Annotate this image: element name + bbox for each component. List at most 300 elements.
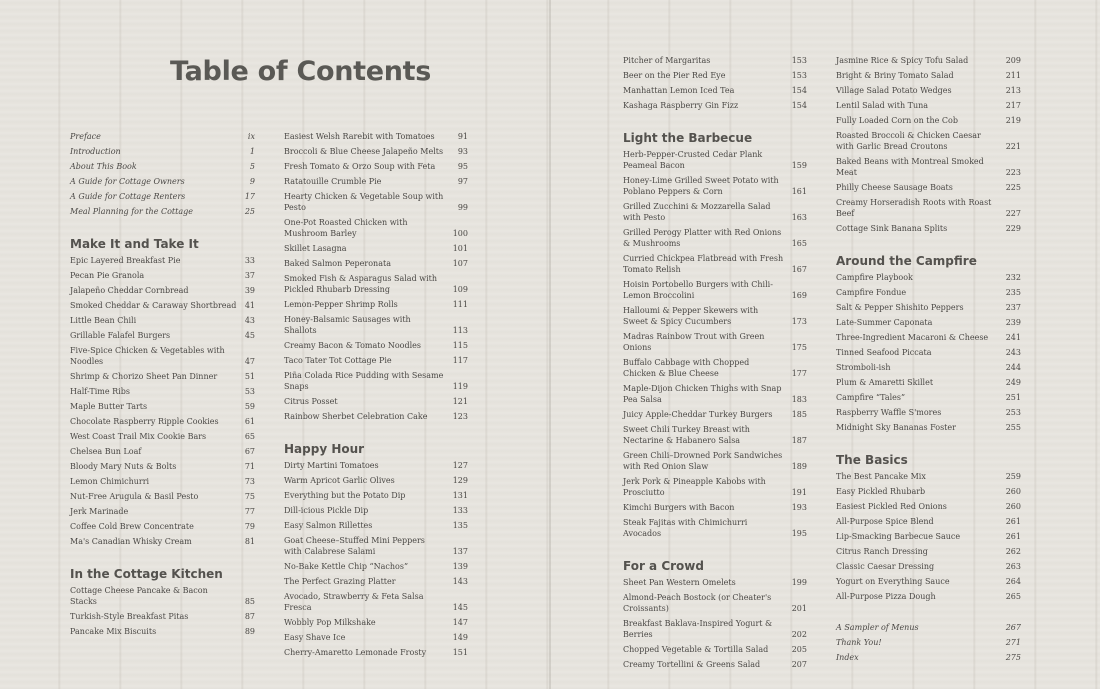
toc-entry[interactable]	[623, 253, 807, 275]
toc-entry[interactable]	[284, 314, 468, 336]
toc-entry[interactable]	[284, 591, 468, 613]
toc-entry[interactable]	[70, 315, 255, 326]
toc-entry[interactable]	[836, 637, 1021, 648]
toc-entry[interactable]	[836, 362, 1021, 373]
toc-entry-title: Buffalo Cabbage with Chopped Chicken & Blue Cheese	[623, 358, 750, 378]
toc-entry[interactable]	[284, 561, 468, 572]
toc-entry[interactable]	[836, 407, 1021, 418]
toc-entry-title: Manhattan Lemon Iced Tea	[623, 86, 735, 95]
toc-entry-page: 201	[791, 604, 807, 613]
toc-entry-title: Honey-Lime Grilled Sweet Potato with Poblano Peppers & Corn	[623, 176, 779, 196]
toc-entry-title: Campfire Playbook	[836, 273, 913, 282]
toc-entry-title: Herb-Pepper-Crusted Cedar Plank Peameal Bacon	[623, 150, 763, 170]
toc-entry-page: 173	[791, 317, 807, 326]
toc-entry-title: Shrimp & Chorizo Sheet Pan Dinner	[70, 372, 218, 381]
toc-entry-title: Tinned Seafood Piccata	[836, 348, 932, 357]
toc-entry-title: Roasted Broccoli & Chicken Caesar with Garlic Bread Croutons	[836, 131, 981, 151]
toc-entry-page: 154	[791, 101, 807, 110]
section-spacer	[836, 238, 1021, 254]
toc-entry-page: 153	[791, 56, 807, 65]
toc-entry[interactable]	[836, 377, 1021, 388]
toc-entry-page: 41	[244, 301, 255, 310]
toc-entry-title: Citrus Ranch Dressing	[836, 547, 928, 556]
toc-entry[interactable]	[284, 161, 468, 172]
toc-entry[interactable]	[836, 347, 1021, 358]
toc-entry-page: 139	[452, 562, 468, 571]
toc-entry-title: Stromboli-ish	[836, 363, 891, 372]
toc-entry[interactable]	[70, 345, 255, 367]
toc-entry-title: Ratatouille Crumble Pie	[284, 177, 382, 186]
toc-entry[interactable]	[836, 130, 1021, 152]
toc-entry-title: Jasmine Rice & Spicy Tofu Salad	[836, 56, 969, 65]
toc-entry-page: 262	[1005, 547, 1021, 556]
toc-entry[interactable]	[623, 502, 807, 513]
toc-entry[interactable]	[836, 516, 1021, 527]
toc-entry-title: West Coast Trail Mix Cookie Bars	[70, 432, 207, 441]
toc-entry-page: 45	[244, 331, 255, 340]
toc-entry[interactable]	[70, 146, 255, 157]
toc-entry-page: 229	[1005, 224, 1021, 233]
toc-entry[interactable]	[836, 55, 1021, 66]
toc-entry-page: 205	[791, 645, 807, 654]
toc-entry-page: 100	[452, 229, 468, 238]
toc-entry-title: Smoked Fish & Asparagus Salad with Pickled Rhubarb Dressing	[284, 274, 438, 294]
toc-entry-page: 267	[1005, 623, 1021, 632]
toc-entry[interactable]	[836, 486, 1021, 497]
toc-entry-title: Nut-Free Arugula & Basil Pesto	[70, 492, 199, 501]
toc-entry-page: 243	[1005, 348, 1021, 357]
toc-entry-page: 149	[452, 633, 468, 642]
toc-entry[interactable]	[836, 156, 1021, 178]
toc-entry-page: 261	[1005, 517, 1021, 526]
toc-entry-page: 1	[249, 147, 255, 156]
toc-entry-page: 202	[791, 630, 807, 639]
toc-entry-page: 275	[1005, 653, 1021, 662]
toc-entry[interactable]	[836, 546, 1021, 557]
toc-entry-title: Easy Salmon Rillettes	[284, 521, 373, 530]
toc-entry[interactable]	[836, 287, 1021, 298]
toc-entry-title: Five-Spice Chicken & Vegetables with Noodles	[70, 346, 225, 366]
toc-entry-page: 239	[1005, 318, 1021, 327]
toc-entry-title: Maple Butter Tarts	[70, 402, 148, 411]
toc-entry[interactable]	[623, 201, 807, 223]
toc-entry-page: 260	[1005, 487, 1021, 496]
toc-entry-page: 165	[791, 239, 807, 248]
toc-entry-page: 25	[244, 207, 255, 216]
toc-entry-page: 131	[452, 491, 468, 500]
toc-entry[interactable]	[836, 100, 1021, 111]
toc-entry-page: 177	[791, 369, 807, 378]
toc-entry-page: 209	[1005, 56, 1021, 65]
toc-entry-title: Easiest Pickled Red Onions	[836, 502, 947, 511]
toc-entry-page: 237	[1005, 303, 1021, 312]
toc-entry-title: Thank You!	[836, 638, 882, 647]
toc-entry[interactable]	[836, 591, 1021, 602]
toc-entry-page: 193	[791, 503, 807, 512]
toc-entry-title: Campfire “Tales”	[836, 393, 906, 402]
toc-entry-page: 67	[244, 447, 255, 456]
toc-entry[interactable]	[836, 85, 1021, 96]
toc-entry[interactable]	[70, 330, 255, 341]
toc-entry-title: Warm Apricot Garlic Olives	[284, 476, 395, 485]
toc-entry-title: A Sampler of Menus	[836, 623, 919, 632]
toc-entry[interactable]	[623, 618, 807, 640]
toc-entry[interactable]	[836, 501, 1021, 512]
toc-entry-page: 249	[1005, 378, 1021, 387]
toc-entry[interactable]	[284, 191, 468, 213]
toc-entry-page: 87	[244, 612, 255, 621]
toc-entry-title: Rainbow Sherbet Celebration Cake	[284, 412, 428, 421]
toc-entry[interactable]	[623, 659, 807, 670]
toc-entry-title: Ma's Canadian Whisky Cream	[70, 537, 192, 546]
toc-entry-title: Avocado, Strawberry & Feta Salsa Fresca	[284, 592, 424, 612]
toc-entry[interactable]	[623, 55, 807, 66]
toc-entry-page: 107	[452, 259, 468, 268]
toc-entry-page: 33	[244, 256, 255, 265]
section-heading-in-the-cottage-kitchen: In the Cottage Kitchen	[70, 567, 223, 581]
toc-entry-page: 93	[457, 147, 468, 156]
toc-entry[interactable]	[70, 131, 255, 142]
toc-entry[interactable]	[284, 411, 468, 422]
toc-entry-title: Creamy Bacon & Tomato Noodles	[284, 341, 422, 350]
toc-entry[interactable]	[623, 279, 807, 301]
section-spacer	[836, 437, 1021, 453]
toc-entry-title: Goat Cheese–Stuffed Mini Peppers with Calabrese Salami	[284, 536, 425, 556]
toc-entry[interactable]	[70, 416, 255, 427]
toc-entry-page: 175	[791, 343, 807, 352]
toc-entry-title: All-Purpose Pizza Dough	[836, 592, 936, 601]
toc-entry[interactable]	[836, 317, 1021, 328]
toc-entry[interactable]	[623, 383, 807, 405]
toc-entry-page: 37	[244, 271, 255, 280]
toc-entry-title: Honey-Balsamic Sausages with Shallots	[284, 315, 411, 335]
toc-entry-page: 101	[452, 244, 468, 253]
toc-entry-page: 119	[452, 382, 468, 391]
toc-entry[interactable]	[284, 475, 468, 486]
toc-entry[interactable]	[70, 371, 255, 382]
toc-entry[interactable]	[623, 517, 807, 539]
toc-entry[interactable]	[284, 243, 468, 254]
toc-entry-title: Dill-icious Pickle Dip	[284, 506, 369, 515]
toc-entry[interactable]	[70, 431, 255, 442]
toc-entry-page: 77	[244, 507, 255, 516]
toc-entry[interactable]	[70, 461, 255, 472]
toc-entry[interactable]	[836, 115, 1021, 126]
toc-entry-title: Steak Fajitas with Chimichurri Avocados	[623, 518, 748, 538]
toc-entry-title: Index	[836, 653, 859, 662]
toc-entry-page: 17	[244, 192, 255, 201]
toc-entry[interactable]	[284, 258, 468, 269]
toc-entry-title: Introduction	[70, 147, 121, 156]
toc-entry-page: 199	[791, 578, 807, 587]
toc-entry[interactable]	[836, 197, 1021, 219]
toc-entry-page: 95	[457, 162, 468, 171]
toc-entry-title: Lentil Salad with Tuna	[836, 101, 929, 110]
toc-entry[interactable]	[70, 521, 255, 532]
toc-entry-title: Citrus Posset	[284, 397, 338, 406]
toc-entry-title: About This Book	[70, 162, 137, 171]
toc-entry-title: Kimchi Burgers with Bacon	[623, 503, 735, 512]
toc-entry-title: Broccoli & Blue Cheese Jalapeño Melts	[284, 147, 444, 156]
toc-entry-title: Breakfast Baklava-Inspired Yogurt & Berries	[623, 619, 773, 639]
toc-entry-page: 161	[791, 187, 807, 196]
toc-entry-page: 61	[244, 417, 255, 426]
toc-entry-page: 185	[791, 410, 807, 419]
toc-column-3	[623, 55, 807, 674]
section-spacer	[284, 426, 468, 442]
toc-entry-page: 223	[1005, 168, 1021, 177]
toc-entry-page: 217	[1005, 101, 1021, 110]
toc-entry-page: 154	[791, 86, 807, 95]
toc-entry-title: Creamy Horseradish Roots with Roast Beef	[836, 198, 992, 218]
toc-entry[interactable]	[284, 460, 468, 471]
toc-entry-title: Plum & Amaretti Skillet	[836, 378, 934, 387]
section-spacer	[623, 543, 807, 559]
toc-entry-title: The Best Pancake Mix	[836, 472, 926, 481]
toc-entry[interactable]	[623, 577, 807, 588]
toc-entry-title: Turkish-Style Breakfast Pitas	[70, 612, 189, 621]
toc-entry[interactable]	[70, 255, 255, 266]
toc-entry[interactable]	[623, 85, 807, 96]
toc-entry[interactable]	[284, 131, 468, 142]
toc-entry-title: Easiest Welsh Rarebit with Tomatoes	[284, 132, 435, 141]
section-spacer	[836, 606, 1021, 622]
toc-entry-title: Cottage Cheese Pancake & Bacon Stacks	[70, 586, 208, 606]
toc-entry-title: Curried Chickpea Flatbread with Fresh Tomato Relish	[623, 254, 784, 274]
toc-entry[interactable]	[623, 175, 807, 197]
toc-entry-title: Baked Beans with Montreal Smoked Meat	[836, 157, 984, 177]
toc-entry-page: 259	[1005, 472, 1021, 481]
toc-entry-title: Pitcher of Margaritas	[623, 56, 711, 65]
toc-entry[interactable]	[836, 422, 1021, 433]
toc-entry[interactable]	[623, 149, 807, 171]
toc-entry-title: Dirty Martini Tomatoes	[284, 461, 379, 470]
toc-entry-title: Madras Rainbow Trout with Green Onions	[623, 332, 765, 352]
toc-entry-title: Chelsea Bun Loaf	[70, 447, 142, 456]
toc-entry-title: Lemon-Pepper Shrimp Rolls	[284, 300, 398, 309]
toc-entry-title: Half-Time Ribs	[70, 387, 130, 396]
toc-entry-title: Grilled Zucchini & Mozzarella Salad with Pesto	[623, 202, 771, 222]
toc-entry-page: 232	[1005, 273, 1021, 282]
page-title: Table of Contents	[170, 56, 432, 87]
toc-entry-page: 189	[791, 462, 807, 471]
toc-entry-title: Sweet Chili Turkey Breast with Nectarine & Habanero Salsa	[623, 425, 750, 445]
toc-entry-title: Grillable Falafel Burgers	[70, 331, 171, 340]
toc-entry-title: Everything but the Potato Dip	[284, 491, 406, 500]
toc-entry-page: 261	[1005, 532, 1021, 541]
page-gutter	[549, 0, 551, 689]
toc-entry[interactable]	[836, 223, 1021, 234]
toc-entry-page: 117	[452, 356, 468, 365]
toc-entry-title: Hearty Chicken & Vegetable Soup with Pesto	[284, 192, 444, 212]
toc-entry[interactable]	[70, 161, 255, 172]
toc-entry[interactable]	[284, 647, 468, 658]
toc-entry-page: 264	[1005, 577, 1021, 586]
toc-entry[interactable]	[284, 396, 468, 407]
toc-entry-title: Bloody Mary Nuts & Bolts	[70, 462, 177, 471]
toc-entry[interactable]	[284, 520, 468, 531]
toc-entry[interactable]	[70, 476, 255, 487]
toc-entry-page: 187	[791, 436, 807, 445]
toc-entry-page: 211	[1005, 71, 1021, 80]
toc-entry[interactable]	[836, 272, 1021, 283]
toc-entry-title: Meal Planning for the Cottage	[70, 207, 193, 216]
toc-entry-title: Three-Ingredient Macaroni & Cheese	[836, 333, 989, 342]
toc-entry-title: Maple-Dijon Chicken Thighs with Snap Pea Salsa	[623, 384, 782, 404]
toc-entry-title: Smoked Cheddar & Caraway Shortbread	[70, 301, 237, 310]
toc-entry-title: Coffee Cold Brew Concentrate	[70, 522, 194, 531]
section-spacer	[70, 221, 255, 237]
toc-entry[interactable]	[70, 206, 255, 217]
toc-entry-title: Grilled Perogy Platter with Red Onions & Mushrooms	[623, 228, 782, 248]
toc-entry[interactable]	[836, 70, 1021, 81]
toc-entry-page: 263	[1005, 562, 1021, 571]
toc-entry[interactable]	[70, 386, 255, 397]
toc-entry-page: 225	[1005, 183, 1021, 192]
toc-entry-title: Easy Shave Ice	[284, 633, 346, 642]
toc-entry-title: Taco Tater Tot Cottage Pie	[284, 356, 392, 365]
toc-entry-page: 163	[791, 213, 807, 222]
toc-entry-title: Chopped Vegetable & Tortilla Salad	[623, 645, 769, 654]
toc-entry[interactable]	[70, 491, 255, 502]
toc-entry-page: 167	[791, 265, 807, 274]
toc-entry[interactable]	[284, 340, 468, 351]
toc-entry-page: 91	[457, 132, 468, 141]
toc-entry[interactable]	[70, 270, 255, 281]
toc-entry-title: Cottage Sink Banana Splits	[836, 224, 948, 233]
toc-entry-page: 129	[452, 476, 468, 485]
toc-entry[interactable]	[70, 176, 255, 187]
toc-entry[interactable]	[70, 285, 255, 296]
toc-entry-title: Baked Salmon Peperonata	[284, 259, 391, 268]
toc-entry[interactable]	[284, 217, 468, 239]
toc-entry[interactable]	[623, 70, 807, 81]
toc-entry[interactable]	[284, 370, 468, 392]
toc-entry[interactable]	[284, 490, 468, 501]
toc-entry-page: 244	[1005, 363, 1021, 372]
toc-entry-page: 85	[244, 597, 255, 606]
toc-entry-page: 183	[791, 395, 807, 404]
toc-entry-page: 147	[452, 618, 468, 627]
toc-entry[interactable]	[836, 576, 1021, 587]
toc-entry[interactable]	[836, 531, 1021, 542]
toc-entry[interactable]	[70, 536, 255, 547]
toc-entry-page: 111	[452, 300, 468, 309]
toc-entry[interactable]	[284, 176, 468, 187]
toc-entry-title: Piña Colada Rice Pudding with Sesame Snaps	[284, 371, 444, 391]
toc-entry[interactable]	[836, 392, 1021, 403]
toc-entry[interactable]	[284, 505, 468, 516]
toc-entry[interactable]	[836, 622, 1021, 633]
toc-entry[interactable]	[70, 611, 255, 622]
toc-entry[interactable]	[284, 299, 468, 310]
toc-entry-page: 81	[244, 537, 255, 546]
toc-column-4	[836, 55, 1021, 667]
toc-entry-page: 151	[452, 648, 468, 657]
toc-entry[interactable]	[284, 632, 468, 643]
toc-entry[interactable]	[70, 401, 255, 412]
section-heading-make-it-and-take-it: Make It and Take It	[70, 237, 199, 251]
toc-entry-page: 123	[452, 412, 468, 421]
toc-entry[interactable]	[70, 626, 255, 637]
toc-entry-page: 73	[244, 477, 255, 486]
toc-entry-page: 227	[1005, 209, 1021, 218]
toc-entry[interactable]	[623, 424, 807, 446]
toc-entry[interactable]	[70, 585, 255, 607]
toc-entry-page: 221	[1005, 142, 1021, 151]
toc-entry-page: 121	[452, 397, 468, 406]
toc-entry-title: Hoisin Portobello Burgers with Chili-Lemon Broccolini	[623, 280, 773, 300]
toc-entry[interactable]	[836, 471, 1021, 482]
toc-entry[interactable]	[836, 182, 1021, 193]
toc-entry[interactable]	[623, 357, 807, 379]
toc-entry-page: ix	[247, 132, 255, 141]
section-heading-happy-hour: Happy Hour	[284, 442, 365, 456]
toc-entry[interactable]	[70, 506, 255, 517]
toc-entry-title: Cherry-Amaretto Lemonade Frosty	[284, 648, 427, 657]
toc-entry-title: Wobbly Pop Milkshake	[284, 618, 376, 627]
toc-entry-title: Classic Caesar Dressing	[836, 562, 935, 571]
section-heading-light-the-barbecue: Light the Barbecue	[623, 131, 753, 145]
toc-entry-page: 265	[1005, 592, 1021, 601]
toc-entry[interactable]	[284, 576, 468, 587]
toc-entry[interactable]	[284, 355, 468, 366]
toc-entry[interactable]	[284, 535, 468, 557]
toc-entry-page: 135	[452, 521, 468, 530]
toc-entry-page: 253	[1005, 408, 1021, 417]
toc-entry-page: 143	[452, 577, 468, 586]
toc-entry[interactable]	[623, 450, 807, 472]
toc-entry[interactable]	[623, 409, 807, 420]
toc-entry[interactable]	[284, 146, 468, 157]
toc-entry[interactable]	[623, 476, 807, 498]
toc-entry[interactable]	[836, 652, 1021, 663]
toc-column-2	[284, 131, 468, 662]
toc-entry-title: Jalapeño Cheddar Cornbread	[70, 286, 189, 295]
toc-entry[interactable]	[284, 273, 468, 295]
toc-entry[interactable]	[284, 617, 468, 628]
toc-entry[interactable]	[623, 227, 807, 249]
toc-entry-page: 251	[1005, 393, 1021, 402]
toc-entry[interactable]	[836, 332, 1021, 343]
toc-entry[interactable]	[70, 191, 255, 202]
toc-entry[interactable]	[836, 561, 1021, 572]
toc-entry[interactable]	[70, 446, 255, 457]
section-heading-around-the-campfire: Around the Campfire	[836, 254, 977, 268]
toc-entry-title: Chocolate Raspberry Ripple Cookies	[70, 417, 219, 426]
toc-entry-title: Lip-Smacking Barbecue Sauce	[836, 532, 961, 541]
toc-entry[interactable]	[623, 305, 807, 327]
toc-entry-page: 43	[244, 316, 255, 325]
toc-entry-title: Creamy Tortellini & Greens Salad	[623, 660, 761, 669]
toc-entry-title: A Guide for Cottage Owners	[70, 177, 185, 186]
toc-entry-page: 159	[791, 161, 807, 170]
toc-entry[interactable]	[623, 592, 807, 614]
toc-entry-title: Almond-Peach Bostock (or Cheater's Croissants)	[623, 593, 772, 613]
toc-entry[interactable]	[70, 300, 255, 311]
toc-entry[interactable]	[623, 644, 807, 655]
toc-entry[interactable]	[836, 302, 1021, 313]
toc-entry-title: Easy Pickled Rhubarb	[836, 487, 926, 496]
section-spacer	[623, 115, 807, 131]
toc-entry[interactable]	[623, 100, 807, 111]
toc-entry-title: All-Purpose Spice Blend	[836, 517, 934, 526]
toc-entry[interactable]	[623, 331, 807, 353]
toc-entry-page: 219	[1005, 116, 1021, 125]
toc-entry-page: 9	[249, 177, 255, 186]
toc-entry-page: 191	[791, 488, 807, 497]
toc-entry-page: 145	[452, 603, 468, 612]
